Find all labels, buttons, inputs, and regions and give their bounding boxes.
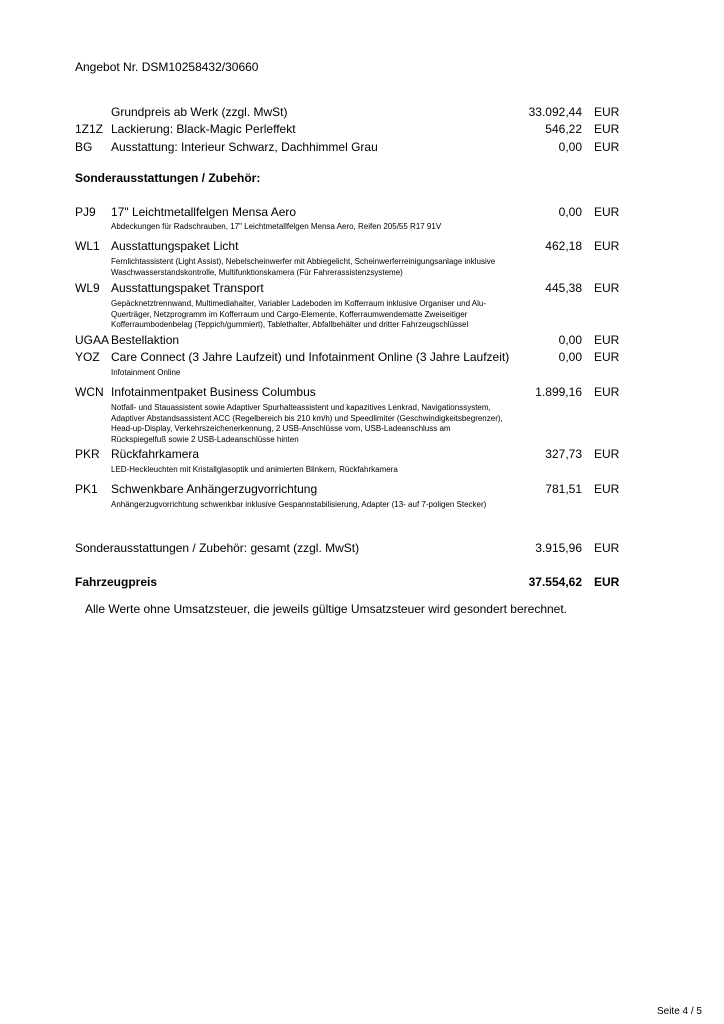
option-code: WCN [75,385,104,399]
option-description: Anhängerzugvorrichtung schwenkbar inklusive Gespannstabilisierung, Adapter (13- auf 7-poligen Stecker) [111,500,487,509]
page-number: Seite 4 / 5 [656,1006,702,1017]
base-price-currency: EUR [594,105,620,119]
option-name: 17" Leichtmetallfelgen Mensa Aero [111,205,297,219]
option-description: Gepäcknetztrennwand, Multimediahalter, Variabler Ladeboden im Kofferraum inklusive Organiser und Alu-Querträger, Netzprogramm im Kofferraum und Cargo-Elemente, Kofferraumwendematte Zweiseitiger Kofferraumbodenbelag (Teppich/gummiert), Tablethalter, Abfallbehälter und dritter Fahrzeugschlüssel [111,299,487,329]
option-name: Ausstattungspaket Transport [111,281,264,295]
paint-currency: EUR [594,122,620,136]
option-name: Bestellaktion [111,333,180,347]
option-name: Care Connect (3 Jahre Laufzeit) und Infotainment Online (3 Jahre Laufzeit) [111,350,510,364]
option-currency: EUR [594,239,620,253]
option-amount: 462,18 [545,239,582,253]
paint-amount: 546,22 [545,122,582,136]
option-description: LED-Heckleuchten mit Kristallglasoptik und animierten Blinkern, Rückfahrkamera [111,465,398,474]
option-currency: EUR [594,205,620,219]
base-price-label: Grundpreis ab Werk (zzgl. MwSt) [111,105,288,119]
option-name: Schwenkbare Anhängerzugvorrichtung [111,482,318,496]
options-total-amount: 3.915,96 [535,541,582,555]
section-title: Sonderausstattungen / Zubehör: [75,171,261,185]
option-description: Fernlichtassistent (Light Assist), Nebelscheinwerfer mit Abbiegelicht, Scheinwerferreinigungsanlage inklusive Waschwasserstandskontrolle, Multifunktionskamera (Für Fahrerassistenzsysteme) [111,257,496,277]
option-currency: EUR [594,350,620,364]
option-name: Ausstattungspaket Licht [111,239,239,253]
option-description: Abdeckungen für Radschrauben, 17" Leichtmetallfelgen Mensa Aero, Reifen 205/55 R17 91V [111,222,442,231]
vehicle-price-currency: EUR [594,575,620,589]
tax-note: Alle Werte ohne Umsatzsteuer, die jeweils gültige Umsatzsteuer wird gesondert berechnet. [85,602,568,616]
interior-currency: EUR [594,140,620,154]
option-amount: 781,51 [545,482,582,496]
option-description: Notfall- und Stauassistent sowie Adaptiver Spurhalteassistent und kapazitives Lenkrad, Navigationssystem, Adaptiver Abstandsassistent ACC (Regelbereich bis 210 km/h) und Speedlimiter (Geschwindigkeitsbegrenzer), Head-up-Display, Verkehrszeichenerkennung, 2 USB-Anschlüsse vorn, USB-Ladeanschluss am Rückspiegelfuß sowie 2 USB-Ladeanschlüsse hinten [111,403,503,444]
option-currency: EUR [594,482,620,496]
option-currency: EUR [594,447,620,461]
interior-label: Ausstattung: Interieur Schwarz, Dachhimmel Grau [111,140,378,154]
interior-amount: 0,00 [558,140,582,154]
option-code: PK1 [75,482,98,496]
option-currency: EUR [594,333,620,347]
paint-code: 1Z1Z [75,122,104,136]
vehicle-price-amount: 37.554,62 [528,575,582,589]
interior-code: BG [75,140,93,154]
option-code: UGAA [75,333,110,347]
options-total-currency: EUR [594,541,620,555]
option-code: YOZ [75,350,100,364]
option-description: Infotainment Online [111,368,181,377]
option-name: Infotainmentpaket Business Columbus [111,385,316,399]
option-code: WL9 [75,281,100,295]
option-amount: 327,73 [545,447,582,461]
options-total-label: Sonderausstattungen / Zubehör: gesamt (zzgl. MwSt) [75,541,360,555]
option-name: Rückfahrkamera [111,447,200,461]
option-amount: 445,38 [545,281,582,295]
option-amount: 0,00 [558,333,582,347]
option-currency: EUR [594,281,620,295]
option-code: WL1 [75,239,100,253]
document-title: Angebot Nr. DSM10258432/30660 [75,60,259,74]
option-amount: 0,00 [558,350,582,364]
option-amount: 0,00 [558,205,582,219]
option-currency: EUR [594,385,620,399]
base-price-amount: 33.092,44 [528,105,582,119]
option-code: PJ9 [75,205,96,219]
option-amount: 1.899,16 [535,385,582,399]
paint-label: Lackierung: Black-Magic Perleffekt [111,122,296,136]
option-code: PKR [75,447,100,461]
vehicle-price-label: Fahrzeugpreis [75,575,158,589]
